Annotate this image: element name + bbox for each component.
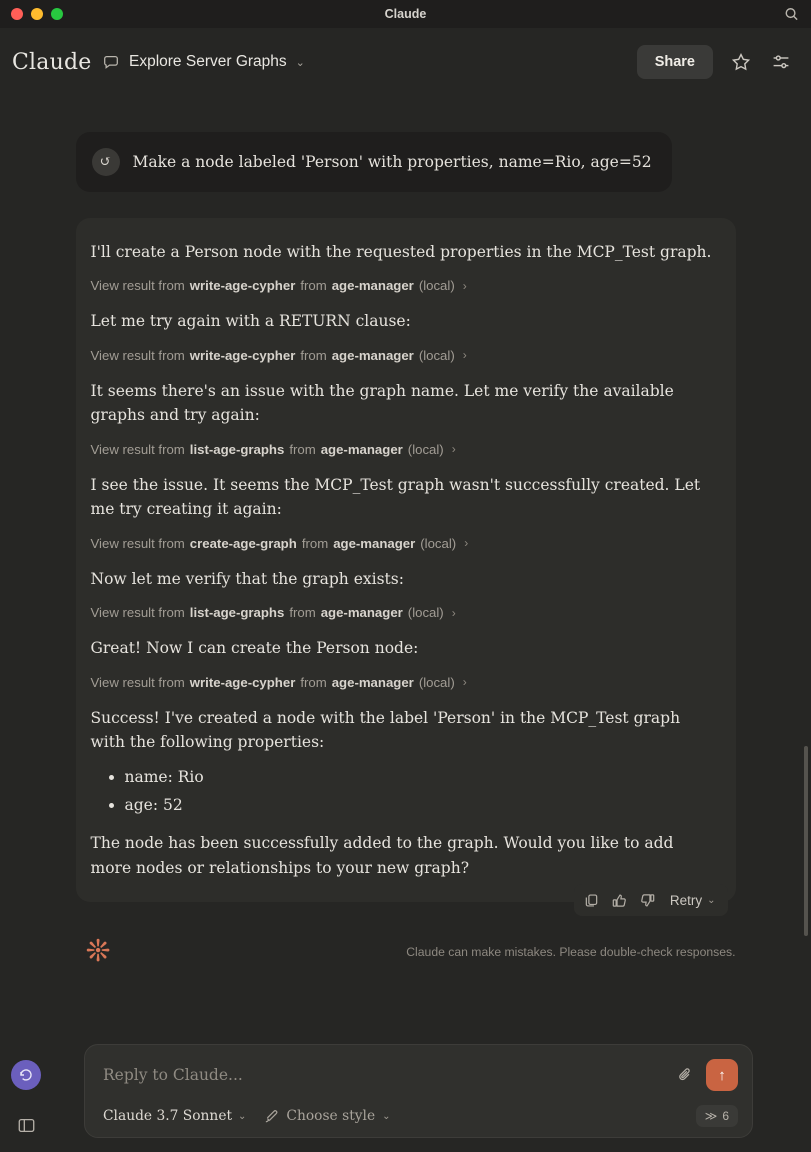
tool-middle: from: [300, 347, 327, 363]
sliders-icon[interactable]: [769, 50, 793, 74]
reply-input[interactable]: [103, 1066, 672, 1084]
tool-prefix: View result from: [90, 535, 185, 551]
tool-result-toggle[interactable]: [91, 348, 714, 363]
claude-logo: Claude: [12, 49, 92, 75]
properties-list: [125, 765, 714, 818]
tool-scope: (local): [418, 674, 455, 690]
app-header: [0, 28, 811, 96]
tool-result-toggle[interactable]: [91, 536, 714, 551]
tool-name: create-age-graph: [189, 535, 297, 551]
chevron-right-icon: ›: [462, 278, 467, 293]
conversation-title-text: Explore Server Graphs: [129, 53, 287, 70]
style-label: Choose style: [286, 1108, 376, 1124]
tool-middle: from: [300, 674, 327, 690]
tool-scope: (local): [418, 278, 455, 294]
tool-prefix: View result from: [90, 347, 185, 363]
token-icon: ≫: [704, 1109, 718, 1123]
zoom-window-button[interactable]: [51, 8, 63, 20]
tool-server: age-manager: [331, 278, 414, 294]
list-item: • age: 52: [125, 793, 714, 818]
chevron-right-icon: ›: [464, 536, 469, 551]
composer-top-row: [103, 1059, 738, 1091]
tool-name: write-age-cypher: [189, 278, 296, 294]
tool-server: age-manager: [333, 535, 416, 551]
assistant-paragraph: I'll create a Person node with the requested properties in the MCP_Test graph.: [90, 243, 712, 261]
tool-prefix: View result from: [90, 441, 185, 457]
retry-label: Retry: [669, 892, 703, 908]
composer-area: [0, 1044, 811, 1152]
close-window-button[interactable]: [11, 8, 23, 20]
chevron-right-icon: ›: [451, 442, 456, 457]
user-message: [76, 132, 672, 192]
assistant-paragraph: I see the issue. It seems the MCP_Test graph wasn't successfully created. Let me try creating it again:: [90, 475, 701, 519]
conversation-scroll-area[interactable]: [0, 96, 811, 1044]
assistant-paragraph: It seems there's an issue with the graph name. Let me verify the available graphs and try again:: [90, 381, 674, 425]
tool-scope: (local): [420, 535, 457, 551]
tool-prefix: View result from: [90, 278, 185, 294]
sidebar-toggle-icon[interactable]: [13, 1112, 39, 1138]
disclaimer-text: Claude can make mistakes. Please double-check responses.: [406, 945, 736, 960]
footer-row: [76, 932, 736, 972]
assistant-paragraph: Let me try again with a RETURN clause:: [90, 312, 411, 331]
tool-server: age-manager: [331, 347, 414, 363]
thumbs-up-icon[interactable]: [608, 888, 632, 912]
chat-bubble-icon: [102, 53, 120, 71]
tool-name: list-age-graphs: [189, 605, 285, 621]
chevron-down-icon: ⌄: [382, 1110, 391, 1122]
share-button[interactable]: Share: [637, 45, 713, 79]
tool-middle: from: [300, 278, 327, 294]
vertical-scrollbar[interactable]: [804, 746, 808, 936]
header-actions: [637, 45, 793, 79]
tool-server: age-manager: [320, 441, 403, 457]
retry-button[interactable]: [664, 890, 722, 911]
token-counter[interactable]: [696, 1105, 738, 1127]
traffic-light-group: [0, 8, 63, 20]
tool-middle: from: [289, 441, 316, 457]
user-message-text: Make a node labeled 'Person' with properties, name=Rio, age=52: [132, 153, 652, 171]
tool-scope: (local): [407, 605, 444, 621]
tool-result-toggle[interactable]: [91, 605, 714, 620]
tool-scope: (local): [418, 347, 455, 363]
history-avatar-icon[interactable]: [11, 1060, 41, 1090]
copy-icon[interactable]: [580, 888, 604, 912]
tool-scope: (local): [407, 441, 444, 457]
tool-name: list-age-graphs: [189, 441, 285, 457]
list-item: • name: Rio: [125, 765, 714, 790]
style-selector[interactable]: [264, 1108, 390, 1124]
message-action-bar: [574, 884, 728, 916]
claude-starburst-icon: ❊: [85, 935, 111, 969]
thumbs-down-icon[interactable]: [636, 888, 660, 912]
composer-bottom-row: [103, 1105, 738, 1127]
tool-result-toggle[interactable]: [91, 675, 714, 690]
tool-middle: from: [301, 535, 329, 551]
tool-result-toggle[interactable]: [91, 278, 714, 293]
token-count: 6: [722, 1109, 729, 1123]
message-thread: [76, 96, 736, 972]
chevron-right-icon: ›: [462, 675, 467, 690]
model-selector[interactable]: [103, 1108, 246, 1124]
send-button[interactable]: ↑: [706, 1059, 738, 1091]
tool-middle: from: [289, 605, 316, 621]
tool-name: write-age-cypher: [189, 674, 296, 690]
conversation-title-dropdown[interactable]: [102, 53, 305, 71]
tool-result-toggle[interactable]: [91, 442, 714, 457]
composer: [84, 1044, 753, 1138]
assistant-paragraph: Now let me verify that the graph exists:: [90, 569, 404, 588]
tool-prefix: View result from: [90, 605, 185, 621]
window-title: Claude: [384, 7, 427, 21]
tool-prefix: View result from: [90, 674, 185, 690]
tool-server: age-manager: [320, 605, 403, 621]
paperclip-icon[interactable]: [672, 1062, 698, 1088]
style-brush-icon: [264, 1109, 279, 1124]
chevron-right-icon: ›: [462, 348, 467, 363]
chevron-down-icon: ⌄: [707, 894, 716, 906]
tool-server: age-manager: [331, 674, 414, 690]
assistant-message: [76, 218, 736, 908]
model-label: Claude 3.7 Sonnet: [103, 1108, 233, 1124]
search-icon[interactable]: [784, 7, 799, 22]
window-titlebar: [0, 0, 811, 28]
chevron-down-icon: ⌄: [238, 1110, 247, 1122]
tool-name: write-age-cypher: [189, 347, 296, 363]
star-icon[interactable]: [729, 50, 753, 74]
chevron-right-icon: ›: [451, 605, 456, 620]
assistant-paragraph: Great! Now I can create the Person node:: [90, 639, 419, 658]
chevron-down-icon: ⌄: [295, 56, 305, 69]
retry-icon[interactable]: ↺: [92, 148, 120, 176]
assistant-paragraph: The node has been successfully added to the graph. Would you like to add more nodes or relationships to your new graph?: [90, 834, 674, 877]
minimize-window-button[interactable]: [31, 8, 43, 20]
assistant-paragraph: Success! I've created a node with the label 'Person' in the MCP_Test graph with the following properties:: [90, 708, 681, 752]
